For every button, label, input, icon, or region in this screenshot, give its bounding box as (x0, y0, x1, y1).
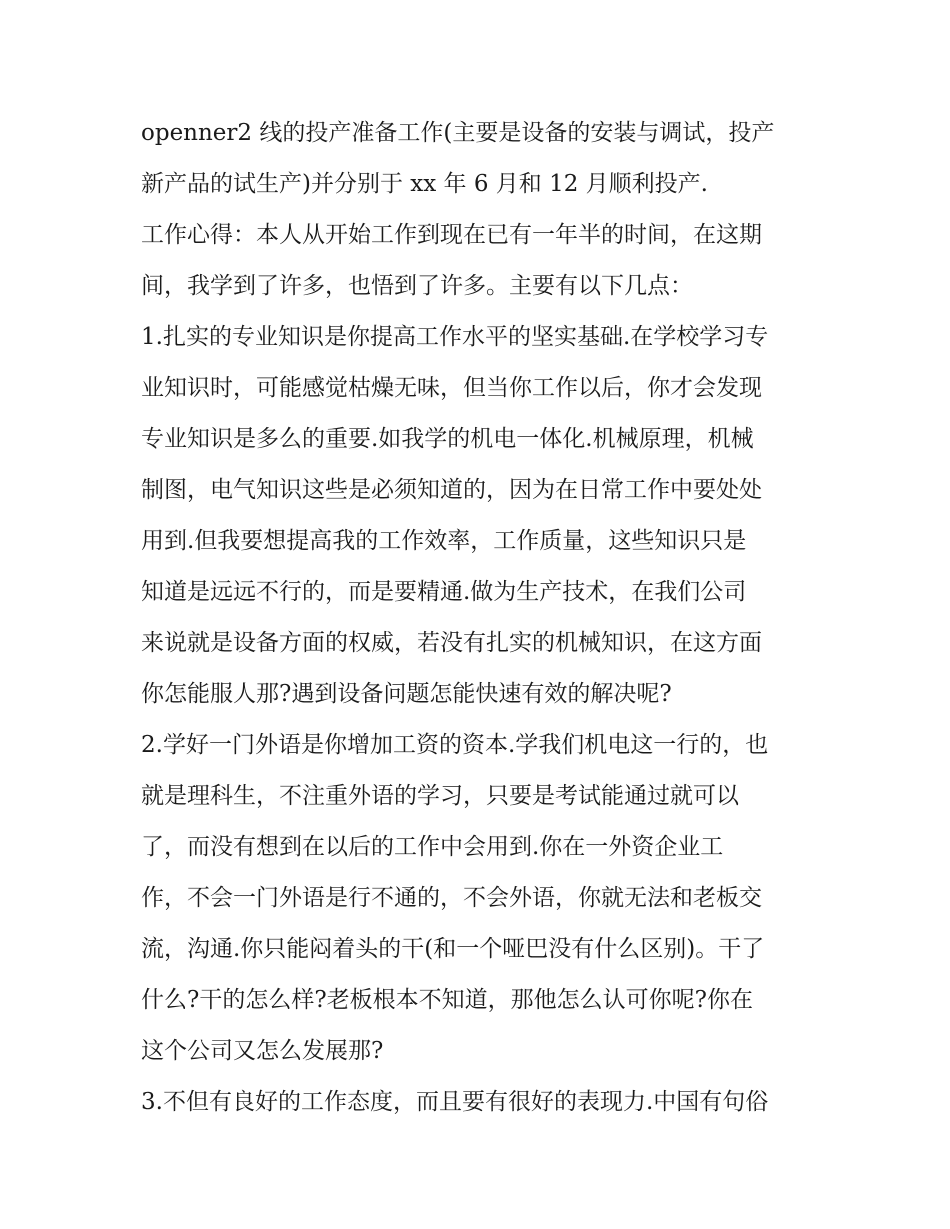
text-line: 3.不但有良好的工作态度，而且要有很好的表现力.中国有句俗 (141, 1089, 769, 1115)
text-line: 知道是远远不行的，而是要精通.做为生产技术，在我们公司 (141, 579, 747, 605)
text-line: 专业知识是多么的重要.如我学的机电一体化.机械原理，机械 (141, 426, 754, 452)
text-line: 你怎能服人那?遇到设备问题怎能快速有效的解决呢? (141, 681, 672, 707)
text-line: 这个公司又怎么发展那? (141, 1038, 384, 1064)
text-line: openner2 线的投产准备工作(主要是设备的安装与调试，投产 (141, 120, 775, 146)
text-line: 1.扎实的专业知识是你提高工作水平的坚实基础.在学校学习专 (141, 324, 769, 350)
text-line: 制图，电气知识这些是必须知道的，因为在日常工作中要处处 (141, 477, 762, 503)
text-line: 2.学好一门外语是你增加工资的资本.学我们机电这一行的，也 (141, 732, 769, 758)
text-line: 流，沟通.你只能闷着头的干(和一个哑巴没有什么区别)。干了 (141, 936, 765, 962)
text-line: 工作心得：本人从开始工作到现在已有一年半的时间，在这期 (141, 222, 762, 248)
text-line: 用到.但我要想提高我的工作效率，工作质量，这些知识只是 (141, 528, 747, 554)
text-line: 来说就是设备方面的权威，若没有扎实的机械知识，在这方面 (141, 630, 762, 656)
text-line: 间，我学到了许多，也悟到了许多。主要有以下几点： (141, 273, 693, 299)
text-line: 作，不会一门外语是行不通的，不会外语，你就无法和老板交 (141, 885, 762, 911)
text-line: 了，而没有想到在以后的工作中会用到.你在一外资企业工 (141, 834, 724, 860)
text-line: 业知识时，可能感觉枯燥无味，但当你工作以后，你才会发现 (141, 375, 762, 401)
document-body (141, 108, 841, 1128)
text-line: 什么?干的怎么样?老板根本不知道，那他怎么认可你呢?你在 (141, 987, 753, 1013)
text-line: 就是理科生，不注重外语的学习，只要是考试能通过就可以 (141, 783, 739, 809)
text-line: 新产品的试生产)并分别于 xx 年 6 月和 12 月顺利投产. (141, 171, 708, 197)
